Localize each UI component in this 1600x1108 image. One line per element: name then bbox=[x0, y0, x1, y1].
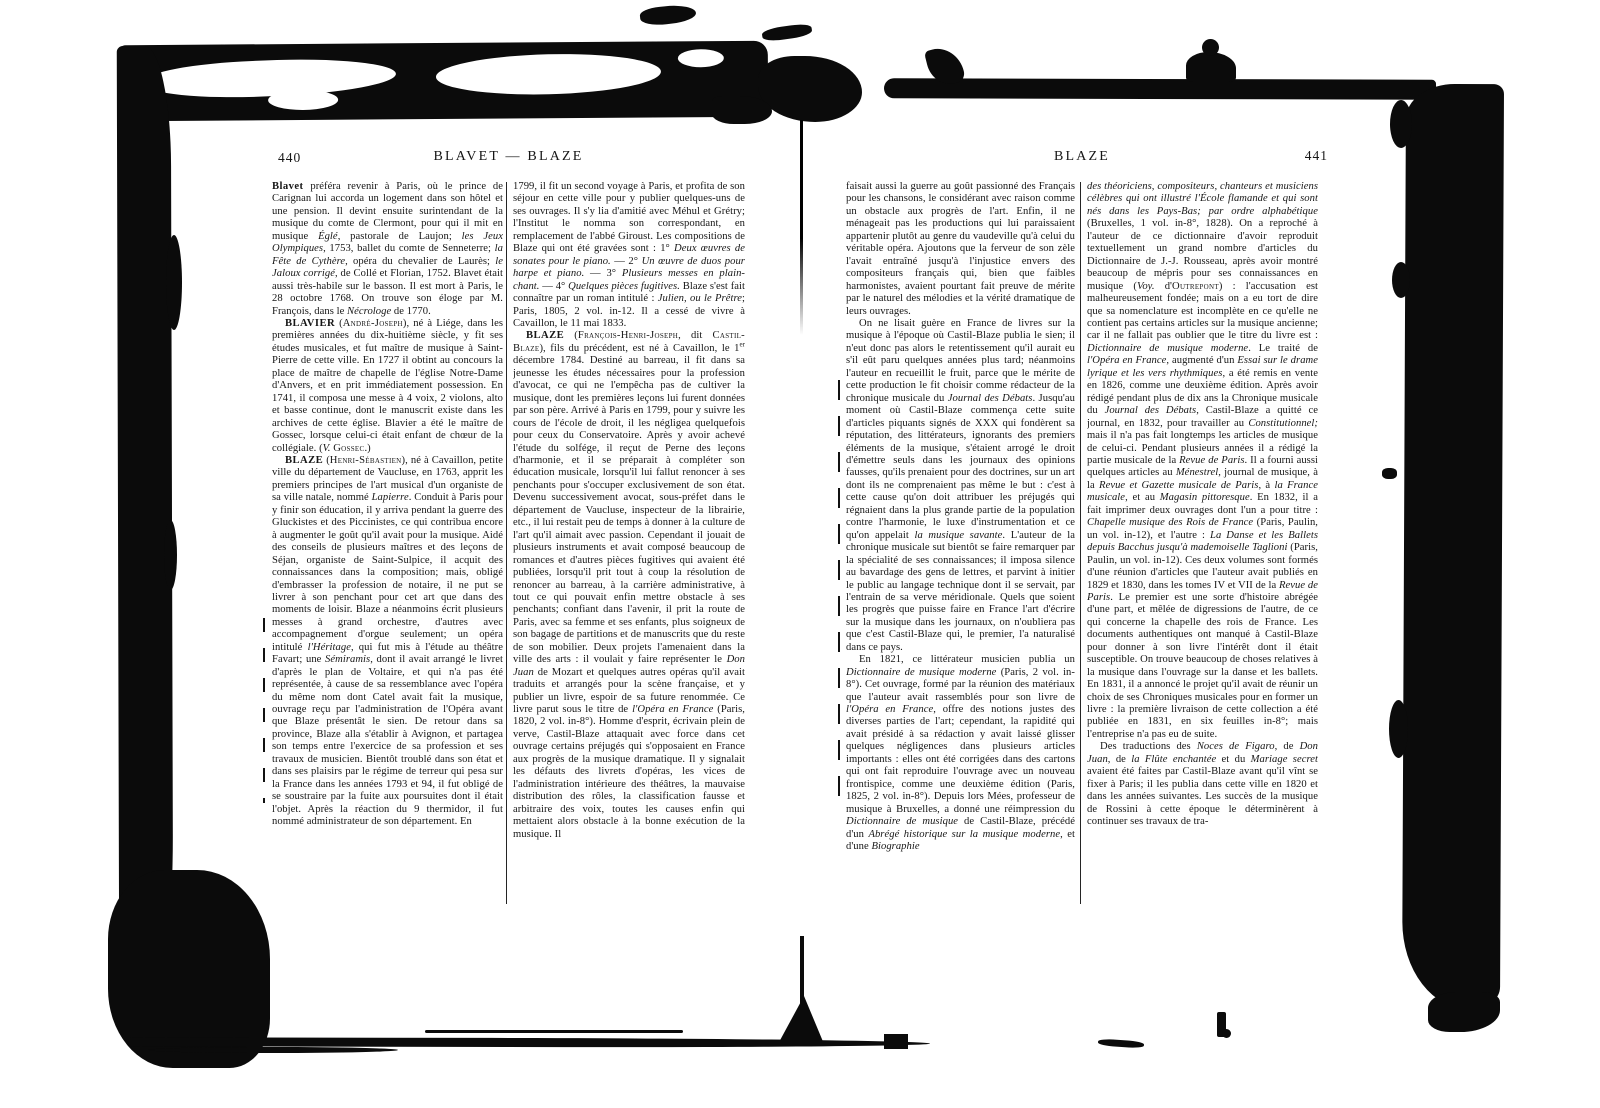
running-title: BLAZE bbox=[1053, 149, 1111, 164]
scan-artifact-left-bump bbox=[166, 235, 182, 330]
scan-artifact-binding-top-bar bbox=[761, 23, 812, 43]
left-page-column-2 bbox=[513, 181, 745, 909]
paragraph: BLAZE (François-Henri-Joseph, dit Castil-Blaze), fils du précédent, est né à Cavaillon, le 1er décembre 1784. Destiné au barreau, il fit dans sa jeunesse les études nécessaires pour la profession d'avocat, ce qui ne l'empêcha pas de cultiver la musique, dont les premières leçons lui furent données par son père. Arrivé à Paris en 1799, pour y suivre les cours de l'école de droit, il les négligea quelquefois pour ceux du Conservatoire. Après y avoir achevé l'étude du solfége, il reçut de Perne des leçons d'harmonie, et il se préparait à compléter son éducation musicale, lorsqu'il lui fallut renoncer à ses penchants pour s'occuper exclusivement de son état. Devenu successivement avocat, sous-préfet dans le département de Vaucluse, inspecteur de la librairie, etc., il lui restait peu de temps à donner à la culture de l'art qu'il aimait avec passion. Cependant il jouait de plusieurs instruments et avait composé beaucoup de romances et d'autres pièces fugitives qui avaient été publiées, lorsqu'il prit tout à coup la résolution de renoncer au barreau, à la carrière administrative, à tout ce qui pouvait enfin mettre obstacle à ses penchants; confiant dans l'avenir, il prit la route de Paris, avec sa femme et ses enfants, plus soigneux de son bagage de partitions et de manuscrits que du reste de son mobilier. Deux projets l'amenaient dans la ville des arts : il voulait y faire représenter le Don Juan de Mozart et quelques autres opéras qu'il avait traduits et arrangés pour la scène française, et y publier un livre, espoir de sa future renommée. Ce livre parut sous le titre de l'Opéra en France (Paris, 1820, 2 vol. in-8°). Homme d'esprit, écrivain plein de verve, Castil-Blaze attaquait avec force dans cet ouvrage certains préjugés qui s'opposaient en France aux progrès de la musique dramatique. Il y signalait les défauts des livrets d'opéras, les vices de l'administration intérieure des théâtres, la mauvaise distribution des rôles, la classification fausse et arbitraire des voix, toutes les causes enfin qui mettaient alors obstacle à la bonne exécution de la musique. Il bbox=[513, 330, 745, 840]
scan-artifact-right-bump bbox=[1390, 100, 1412, 148]
paragraph: On ne lisait guère en France de livres sur la musique à l'époque où Castil-Blaze publia le sien; il n'eut donc pas alors le retentissement qu'il aurait eu s'il eût paru quelques années plus tard; néanmoins l'auteur en recueillit le fruit, parce que le mérite de cette production le fit choisir comme rédacteur de la chronique musicale du Journal des Débats. Jusqu'au moment où Castil-Blaze commença cette suite d'articles piquants signés de XXX qui fondèrent sa réputation, des littérateurs, ignorants des premiers éléments de la musique, s'étaient arrogé le droit d'émettre seuls dans les journaux des opinions fausses, qu'ils prenaient pour des doctrines, sur un art dont ils ne comprenaient pas même le but : c'est à cette cause qu'on doit attribuer les préjugés qui régnaient dans la plus grande partie de la population contre l'harmonie, le luxe d'instrumentation et ce qu'on appelait la musique savante. L'auteur de la chronique musicale sut bientôt se faire remarquer par la spécialité de ses connaissances; il imposa silence au bavardage des gens de lettres, et parvint à initier le public au langage technique dont il se servait, par l'entrain de sa verve méridionale. Quels que soient les progrès que puisse faire en France l'art d'écrire sur la musique dans les journaux, on n'oubliera pas que c'est Castil-Blaze qui, le premier, l'a naturalisé dans ce pays. bbox=[846, 317, 1075, 653]
scan-artifact-binding-bottom-foot bbox=[778, 996, 824, 1044]
paragraph: Blavet préféra revenir à Paris, où le prince de Carignan lui accorda un logement dans son hôtel et une pension. Il devint ensuite surintendant de la musique du comte de Clermont, pour qui il mit en musique Églé, pastorale de Laujon; les Jeux Olympiques, 1753, ballet du comte de Senneterre; la Fête de Cythère, opéra du chevalier de Laurès; le Jaloux corrigé, de Collé et Florian, 1752. Blavet était aussi très-habile sur le basson. Il est mort à Paris, le 28 octobre 1768. On trouve son éloge par M. François, dans le Nécrologe de 1770. bbox=[272, 181, 503, 317]
page-number: 440 bbox=[278, 150, 302, 165]
scan-artifact-bottom-mark bbox=[1222, 1029, 1231, 1038]
scan-artifact-top-dash bbox=[639, 3, 697, 27]
scan-artifact-bottom-streak-2 bbox=[148, 1047, 398, 1053]
page-number: 441 bbox=[1304, 148, 1328, 163]
paragraph: En 1821, ce littérateur musicien publia un Dictionnaire de musique moderne (Paris, 2 vol. in-8°). Cet ouvrage, formé par la réunion des matériaux que l'auteur avait rassemblés pour son livre de l'Opéra en France, offre des notions justes des diverses parties de l'art; cependant, la rapidité qui avait présidé à sa rédaction y avait laissé glisser quelques négligences dans plusieurs articles importants : elles ont été corrigées dans des cartons qui ont fait reproduire l'ouvrage avec un nouveau frontispice, comme une deuxième édition (Paris, 1825, 2 vol. in-8°). Depuis lors Mées, professeur de musique à Bruxelles, a donné une réimpression du Dictionnaire de musique de Castil-Blaze, précédé d'un Abrégé historique sur la musique moderne, et d'une Biographie bbox=[846, 654, 1075, 853]
scan-artifact-top-left-band bbox=[118, 41, 769, 122]
left-page-column-1 bbox=[272, 181, 503, 909]
scan-artifact-binding-top-blob-2 bbox=[712, 96, 772, 124]
right-page-column-1 bbox=[846, 181, 1075, 909]
paragraph: BLAVIER (André-Joseph), né à Liége, dans les premières années du dix-huitième siècle, y fit ses études musicales, et fut maître de musique à Saint-Pierre de cette ville. En 1727 il obtint au concours la place de maître de chapelle de l'église Notre-Dame d'Anvers, et en prit immédiatement possession. En 1741, il composa une messe à 4 voix, 2 violons, alto et basse continue, dont le manuscrit existe dans les archives de cette église. Blavier a été le maître de Gossec, lorsque celui-ci était enfant de chœur de la collégiale. (V. Gossec.) bbox=[272, 317, 503, 454]
scan-artifact-right-hook bbox=[1382, 468, 1397, 479]
scan-artifact-binding-line bbox=[800, 120, 803, 335]
column-divider bbox=[506, 182, 507, 904]
scan-artifact-right-band bbox=[1402, 84, 1504, 1010]
paragraph: des théoriciens, compositeurs, chanteurs et musiciens célèbres qui ont illustré l'École flamande et qui sont nés dans les Pays-Bas; par ordre alphabétique (Bruxelles, 1 vol. in-8°, 1828). On a reproché à l'auteur de ce dictionnaire d'avoir reproduit textuellement un grand nombre d'articles du Dictionnaire de J.-J. Rousseau, après avoir montré beaucoup de mépris pour ses connaissances en musique (Voy. d'Outrepont) : l'accusation est malheureusement fondée; mais on a eu tort de dire que sa nomenclature est incomplète en ce qu'elle ne contient pas certains articles sur la musique ancienne; car il ne fallait pas oublier que le titre du livre est : Dictionnaire de musique moderne. Le traité de l'Opéra en France, augmenté d'un Essai sur le drame lyrique et les vers rhythmiques, a été remis en vente en 1826, comme une deuxième édition. Après avoir rédigé pendant plus de dix ans la Chronique musicale du Journal des Débats, Castil-Blaze a quitté ce journal, en 1832, pour travailler au Constitutionnel; mais il n'a pas fait longtemps les articles de musique de celui-ci. Pendant plusieurs années il a rédigé la partie musicale de la Revue de Paris. Il a fourni aussi quelques articles au Ménestrel, journal de musique, à la Revue et Gazette musicale de Paris, à la France musicale, et au Magasin pittoresque. En 1832, il a fait imprimer deux ouvrages dont l'un a pour titre : Chapelle musique des Rois de France (Paris, Paulin, un vol. in-12), et l'autre : La Danse et les Ballets depuis Bacchus jusqu'à mademoiselle Taglioni (Paris, Paulin, un vol. in-12). Ces deux volumes sont formés d'une réunion d'articles que l'auteur avait publiés en 1829 et 1830, dans les tomes IV et VII de la Revue de Paris. Le premier est une sorte d'histoire abrégée d'une part, et mêlée de digressions de l'autre, de ce qui concerne la chapelle des rois de France. Les documents authentiques ont manqué à Castil-Blaze pour donner à son livre l'intérêt dont il était susceptible. On trouve beaucoup de choses relatives à la musique dans l'ouvrage sur la danse et les ballets. En 1831, il a annoncé le projet qu'il avait de réunir un choix de ses Chroniques musicales pour en former un livre : la première livraison de cette collection a été publiée en 1831, en six feuilles in-8°; mais l'entreprise n'a pas eu de suite. bbox=[1087, 181, 1318, 740]
scan-artifact-margin-dashes bbox=[263, 618, 265, 803]
scan-white-patch bbox=[436, 52, 662, 97]
paragraph: faisait aussi la guerre au goût passionné des Français pour les chansons, le considérant avec raison comme un obstacle aux progrès de l'art. Enfin, il ne ménageait pas les productions qui lui paraissaient appartenir plutôt au genre du vaudeville qu'à celui du véritable opéra. Ajoutons que la ferveur de son zèle l'avait entraîné jusqu'à l'injustice envers des compositeurs français qui, bien que faibles harmonistes, avaient pourtant fait preuve de mérite par le naturel des mélodies et la vérité dramatique de leurs ouvrages. bbox=[846, 181, 1075, 317]
scan-white-patch bbox=[145, 55, 396, 101]
scan-artifact-left-bump bbox=[164, 520, 177, 590]
scan-artifact-right-bump bbox=[1392, 262, 1410, 298]
scan-artifact-bottom-dash bbox=[1098, 1038, 1144, 1048]
running-title: BLAVET — BLAZE bbox=[433, 149, 584, 164]
paragraph: Des traductions des Noces de Figaro, de Don Juan, de la Flûte enchantée et du Mariage secret avaient été faites par Castil-Blaze avant qu'il vînt se fixer à Paris; il les publia dans cette ville en 1820 et dans les années suivantes. Les succès de la musique de Rossini à cette époque le déterminèrent à continuer ses travaux de tra- bbox=[1087, 741, 1318, 828]
scan-artifact-blob-silhouette-head bbox=[1202, 39, 1219, 56]
paragraph: BLAZE (Henri-Sébastien), né à Cavaillon, petite ville du département de Vaucluse, en 1763, apprit les premiers principes de l'art musical d'un organiste de sa ville natale, nommé Lapierre. Conduit à Paris pour y finir son éducation, il y arriva pendant la guerre des Gluckistes et des Piccinistes, ce qui contribua encore à augmenter le goût qu'il avait pour la musique. Aidé des conseils de plusieurs maîtres et des leçons de Séjan, organiste de Saint-Sulpice, il acquit des connaissances dans la composition; mais, obligé d'embrasser la profession de notaire, il ne put se livrer à son penchant pour cet art que dans des moments de loisir. Blaze a néanmoins écrit plusieurs messes à grand orchestre, d'autres avec accompagnement d'orgue seulement; un opéra intitulé l'Héritage, qui fut mis à l'étude au théâtre Favart; une Sémiramis, dont il avait arrangé le livret d'après le plan de Voltaire, et qui n'a pas été représentée, à cause de sa ressemblance avec l'opéra du même nom dont Catel avait fait la musique, ouvrage reçu par l'administration de l'Opéra avant que Blaze présentât le sien. De retour dans sa province, Blaze alla s'établir à Avignon, et partagea son temps entre l'exercice de sa profession et ses travaux de musicien. Bientôt troublé dans son état et dans ses plaisirs par le régime de terreur qui pesa sur la France dans les années 1793 et 94, il fut obligé de se soustraire par la fuite aux poursuites dont il était l'objet. Après la réaction du 9 thermidor, il fut nommé administrateur de son département. En bbox=[272, 454, 503, 828]
scan-artifact-blob-silhouette bbox=[1186, 52, 1236, 82]
scan-artifact-binding-top-blob bbox=[758, 56, 862, 122]
scan-artifact-bottom-line bbox=[425, 1030, 683, 1033]
paragraph: 1799, il fit un second voyage à Paris, et profita de son séjour en cette ville pour y publier quelques-uns de ses ouvrages. Il s'y lia d'amitié avec Méhul et Grétry; l'Institut le nomma son correspondant, en remplacement de l'abbé Giroust. Les compositions de Blaze qui ont été gravées sont : 1° Deux œuvres de sonates pour le piano. — 2° Un œuvre de duos pour harpe et piano. — 3° Plusieurs messes en plain-chant. — 4° Quelques pièces fugitives. Blaze s'est fait connaître par un roman intitulé : Julien, ou le Prêtre; Paris, 1805, 2 vol. in-12. Il a cessé de vivre à Cavaillon, le 11 mai 1833. bbox=[513, 181, 745, 329]
scan-artifact-bottom-rect bbox=[884, 1034, 908, 1049]
scan-artifact-gutter-dashes bbox=[838, 380, 840, 810]
column-divider bbox=[1080, 182, 1081, 904]
scan-white-patch bbox=[678, 49, 724, 67]
scan-artifact-top-right-bar bbox=[884, 78, 1436, 99]
scan-artifact-right-bump bbox=[1389, 700, 1408, 758]
scan-artifact-left-band bbox=[117, 46, 173, 994]
scan-white-patch bbox=[268, 90, 338, 110]
scan-artifact-right-foot-blob bbox=[1428, 992, 1500, 1032]
right-page-column-2 bbox=[1087, 181, 1318, 909]
